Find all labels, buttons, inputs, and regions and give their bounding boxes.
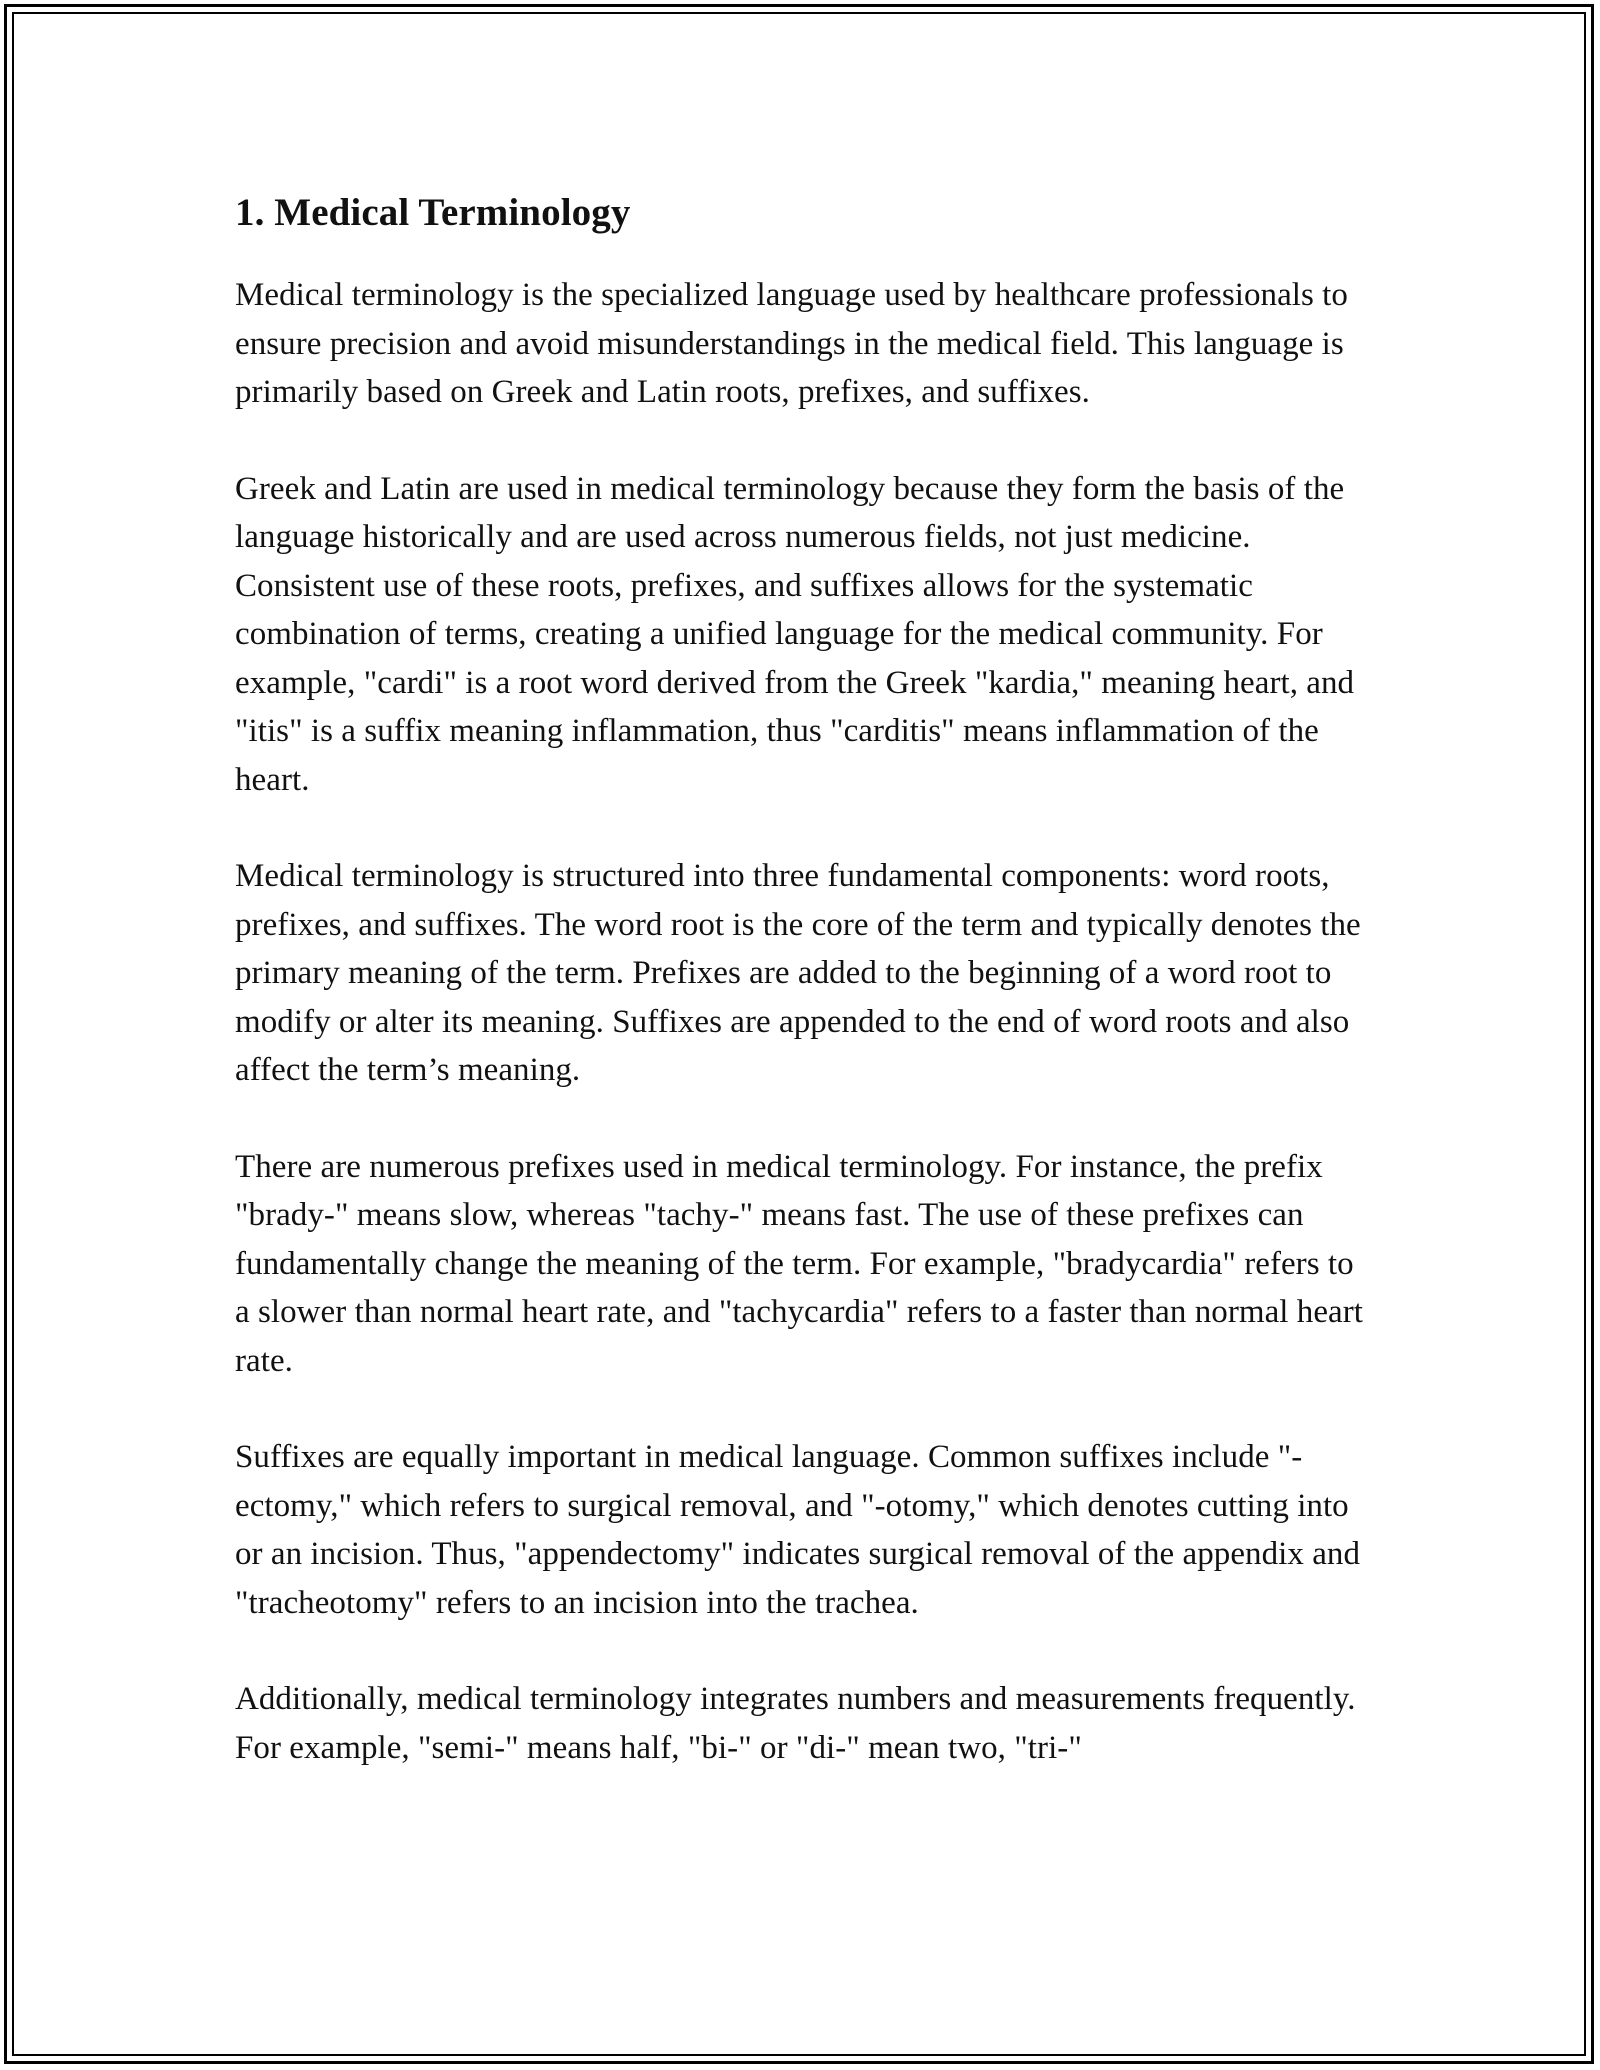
- paragraph-suffixes: Suffixes are equally important in medical language. Common suffixes include "-ectomy," which refers to surgical removal, and "-otomy," which denotes cutting into or an incision. Thus, "appendectomy" indicates surgical removal of the appendix and "tracheotomy" refers to an incision into the trachea.: [235, 1439, 1360, 1621]
- paragraph-prefixes: There are numerous prefixes used in medical terminology. For instance, the prefix "brady-" means slow, whereas "tachy-" means fast. The use of these prefixes can fundamentally change the meaning of the term. For example, "bradycardia" refers to a slower than normal heart rate, and "tachycardia" refers to a faster than normal heart rate.: [235, 1148, 1364, 1379]
- paragraph-intro: Medical terminology is the specialized language used by healthcare professionals to ensure precision and avoid misunderstandings in the medical field. This language is primarily based on Greek and Latin roots, prefixes, and suffixes.: [235, 277, 1348, 410]
- paragraph-greek-latin: Greek and Latin are used in medical terminology because they form the basis of the language historically and are used across numerous fields, not just medicine. Consistent use of these roots, prefixes, and suffixes allows for the systematic combination of terms, creating a unified language for the medical community. For example, "cardi" is a root word derived from the Greek "kardia," meaning heart, and "itis" is a suffix meaning inflammation, thus "carditis" means inflammation of the heart.: [235, 470, 1355, 798]
- section-heading: 1. Medical Terminology: [235, 191, 631, 234]
- paragraph-components: Medical terminology is structured into three fundamental components: word roots, prefixes, and suffixes. The word root is the core of the term and typically denotes the primary meaning of the term. Prefixes are added to the beginning of a word root to modify or alter its meaning. Suffixes are appended to the end of word roots and also affect the term’s meaning.: [235, 858, 1361, 1088]
- document-body: [235, 185, 1365, 1820]
- paragraph-numbers: Additionally, medical terminology integrates numbers and measurements frequently. For example, "semi-" means half, "bi-" or "di-" mean two, "tri-": [235, 1681, 1356, 1766]
